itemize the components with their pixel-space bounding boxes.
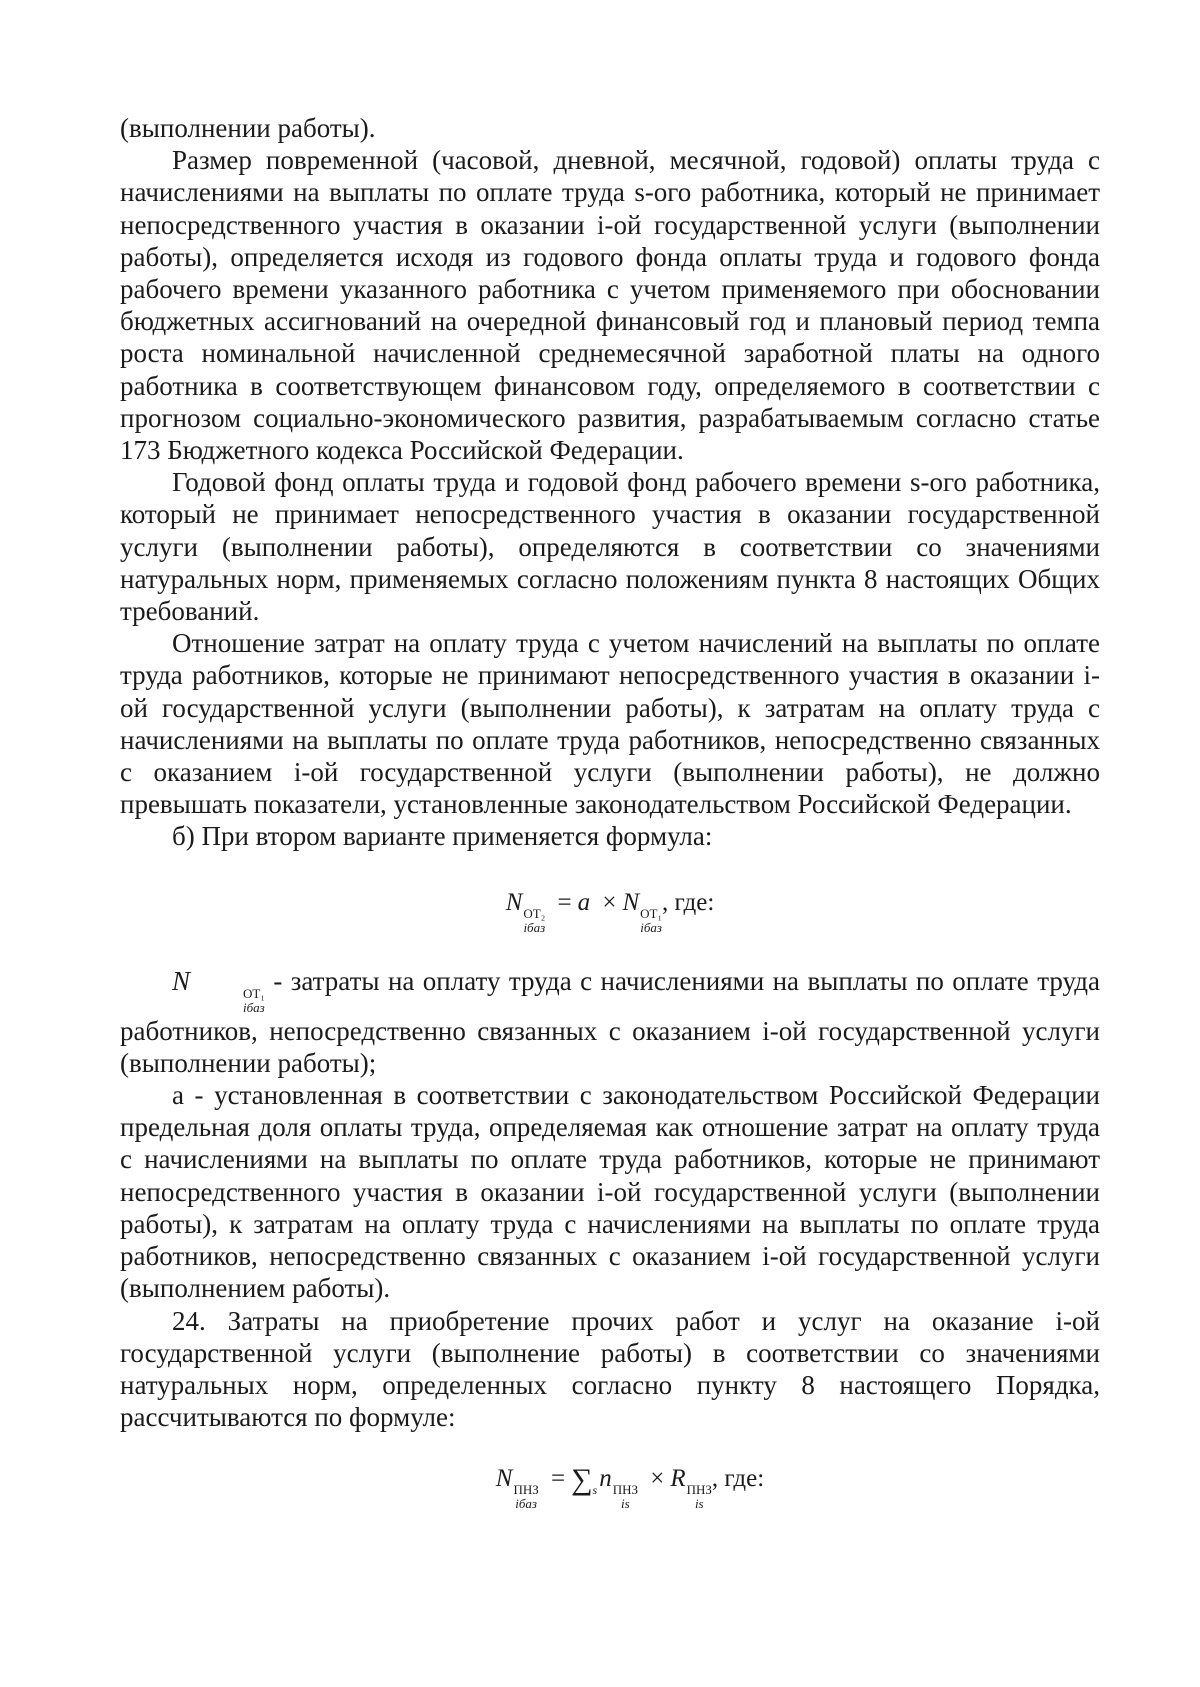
formula-subscript: iбаз xyxy=(523,919,546,935)
paragraph-cost-ratio: Отношение затрат на оплату труда с учетом начислений на выплаты по оплате труда работников, которые не принимают непосредственного участия в оказании i-ой государственной услуги (выполнении работы), к затратам на оплату труда с начислениями на выплаты по оплате труда работников, непосредственно связанных с оказанием i-ой государственной услуги (выполнении работы), не должно превышать показатели, установленные законодательством Российской Федерации. xyxy=(120,628,1100,820)
formula-indices xyxy=(613,1483,638,1511)
formula-symbol: N xyxy=(495,1465,513,1493)
formula-equals: = xyxy=(557,888,572,916)
formula-superscript: ПНЗ xyxy=(513,1482,539,1498)
formula-equals: = xyxy=(551,1465,566,1493)
formula-sum-sign: ∑ xyxy=(571,1463,593,1497)
paragraph-definition-ot1 xyxy=(120,965,1100,1079)
formula-indices xyxy=(640,907,662,935)
paragraph-annual-fund: Годовой фонд оплаты труда и годовой фонд рабочего времени s-ого работника, который не принимает непосредственного участия в оказании государственной услуги (выполнении работы), определяются в соответствии со значениями натуральных норм, применяемых согласно положениям пункта 8 настоящих Общих требований. xyxy=(120,467,1100,627)
formula-subscript: iбаз xyxy=(515,1496,537,1512)
paragraph-second-variant: б) При втором варианте применяется формула: xyxy=(172,821,713,852)
paragraph-salary-size: Размер повременной (часовой, дневной, месячной, годовой) оплаты труда с начислениями на выплаты по оплате труда s-ого работника, который не принимает непосредственного участия в оказании i-ой государственной услуги (выполнении работы), определяется исходя из годового фонда оплаты труда и годового фонда рабочего времени указанного работника с учетом применяемого при обосновании бюджетных ассигнований на очередной финансовый год и плановый период темпа роста номинальной начисленной среднемесячной заработной платы на одного работника в соответствующем финансовом году, определяемого в соответствии с прогнозом социально-экономического развития, разрабатываемым согласно статье 173 Бюджетного кодекса Российской Федерации. xyxy=(120,145,1100,466)
formula-symbol: N xyxy=(505,888,523,916)
formula-superscript: ПНЗ xyxy=(686,1482,712,1498)
formula-subscript: is xyxy=(694,1496,704,1512)
formula-second-variant xyxy=(120,887,1100,935)
paragraph-continuation: (выполнении работы). xyxy=(120,113,376,143)
formula-coefficient: a xyxy=(577,888,591,916)
formula-subscript: is xyxy=(621,1496,630,1512)
formula-symbol: R xyxy=(670,1465,686,1493)
formula-subscript: iбаз xyxy=(640,919,662,935)
definition-text: - затраты на оплату труда с начислениями на выплаты по оплате труда работников, непосредственно связанных с оказанием i-ой государственной услуги (выполнении работы); xyxy=(120,965,1100,1078)
formula-times: × xyxy=(602,888,617,916)
formula-symbol: n xyxy=(599,1465,612,1493)
definition-indices xyxy=(191,987,265,1015)
formula-superscript: ОТ₂ xyxy=(523,905,546,921)
paragraph-definition-a: а - установленная в соответствии с законодательством Российской Федерации предельная доля оплаты труда, определяемая как отношение затрат на оплату труда с начислениями на выплаты по оплате труда работников, которые не принимают непосредственного участия в оказании i-ой государственной услуги (выполнении работы), к затратам на оплату труда с начислениями на выплаты по оплате труда работников, непосредственно связанных с оказанием i-ой государственной услуги (выполнением работы). xyxy=(120,1080,1100,1304)
formula-tail: , где: xyxy=(711,1465,765,1493)
formula-indices xyxy=(513,1483,538,1511)
definition-superscript: ОТ₁ xyxy=(243,985,265,1001)
definition-subscript: iбаз xyxy=(243,999,265,1015)
formula-other-works xyxy=(120,1463,1100,1511)
formula-indices xyxy=(687,1483,712,1511)
formula-superscript: ОТ₁ xyxy=(640,905,663,921)
formula-symbol: N xyxy=(622,888,640,916)
paragraph-item-24: 24. Затраты на приобретение прочих работ и услуг на оказание i-ой государственной услуги (выполнение работы) в соответствии со значениями натуральных норм, определенных согласно пункту 8 настоящего Порядка, рассчитываются по формуле: xyxy=(120,1305,1100,1433)
formula-superscript: ПНЗ xyxy=(612,1482,638,1498)
formula-times: × xyxy=(650,1465,665,1493)
formula-sum-index: s xyxy=(592,1483,598,1498)
formula-indices xyxy=(523,907,545,935)
definition-symbol: N xyxy=(172,965,191,996)
document-body xyxy=(120,112,1100,1541)
formula-tail: , где: xyxy=(662,888,715,916)
